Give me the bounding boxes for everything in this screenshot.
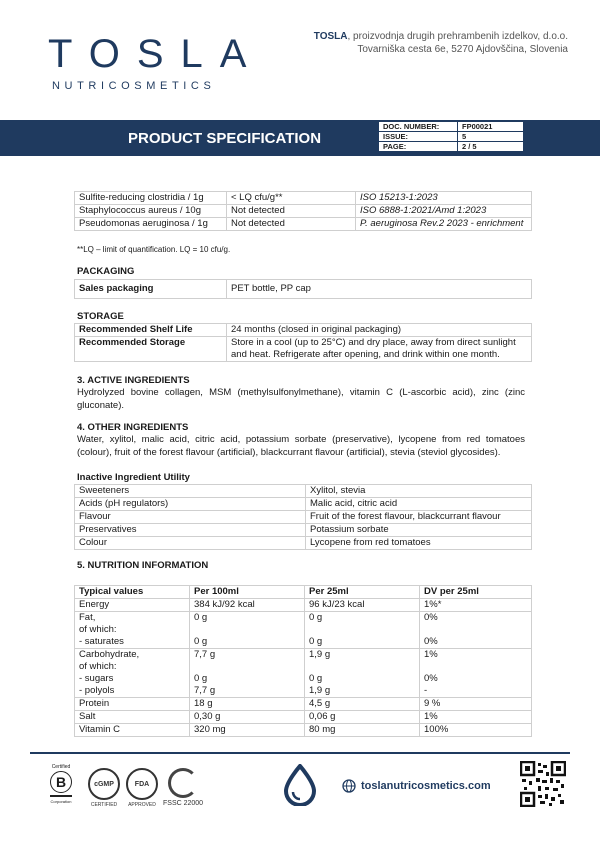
doc-number-label: DOC. NUMBER:	[379, 122, 458, 132]
fssc-caption: FSSC 22000	[163, 800, 204, 807]
table-row: Acids (pH regulators) Malic acid, citric acid	[75, 498, 532, 511]
fda-badge: FDA	[126, 768, 158, 800]
doc-number-value: FP00021	[458, 122, 524, 132]
table-row: Pseudomonas aeruginosa / 1g Not detected P. aeruginosa Rev.2 2023 - enrichment	[75, 218, 532, 231]
qr-code-icon	[520, 761, 566, 807]
cgmp-caption: CERTIFIED	[90, 802, 118, 808]
inactive-utility-heading: Inactive Ingredient Utility	[77, 472, 190, 483]
logo-subtitle: NUTRICOSMETICS	[52, 80, 216, 92]
company-description: , proizvodnja drugih prehrambenih izdelkov, d.o.o.	[347, 31, 568, 42]
droplet-icon	[283, 764, 317, 806]
table-row: Recommended Storage Store in a cool (up to 25°C) and dry place, away from direct sunlight and heat. Refrigerate after opening, and drink within one month.	[75, 337, 532, 362]
table-row: Preservatives Potassium sorbate	[75, 524, 532, 537]
document-title: PRODUCT SPECIFICATION	[128, 130, 322, 147]
company-address: Tovarniška cesta 6e, 5270 Ajdovščina, Slovenia	[357, 44, 568, 55]
table-row: Colour Lycopene from red tomatoes	[75, 537, 532, 550]
nutrition-heading: 5. NUTRITION INFORMATION	[77, 560, 209, 571]
issue-label: ISSUE:	[379, 132, 458, 142]
table-row: Protein 18 g 4,5 g 9 %	[75, 698, 532, 711]
microbiology-table	[74, 191, 532, 231]
page-value: 2 / 5	[458, 142, 524, 152]
company-name: TOSLA	[313, 31, 348, 42]
document-info-table	[378, 121, 567, 152]
table-row: Sulfite-reducing clostridia / 1g < LQ cfu/g** ISO 15213-1:2023	[75, 192, 532, 205]
b-corp-logo: Certified B Corporation	[50, 764, 72, 804]
other-ingredients-text: Water, xylitol, malic acid, citric acid, potassium sorbate (preservative), lycopene from red tomatoes (colour), fruit of the forest flavour (artificial), blackcurrant flavour (artificial), stevia (steviol glycosides).	[77, 434, 525, 458]
lq-footnote: **LQ – limit of quantification. LQ = 10 cfu/g.	[77, 245, 231, 254]
packaging-table	[74, 279, 532, 299]
inactive-utility-table	[74, 484, 532, 550]
storage-table	[74, 323, 532, 362]
website-link[interactable]: toslanutricosmetics.com	[361, 780, 491, 792]
table-row: Sweeteners Xylitol, stevia	[75, 485, 532, 498]
other-ingredients-heading: 4. OTHER INGREDIENTS	[77, 422, 189, 433]
table-row: Salt 0,30 g 0,06 g 1%	[75, 711, 532, 724]
cgmp-badge: cGMP	[88, 768, 120, 800]
company-logo: TOSLA	[48, 32, 264, 76]
table-header-row: Typical values Per 100ml Per 25ml DV per 25ml	[75, 586, 532, 599]
footer-divider	[30, 752, 570, 754]
fda-caption: APPROVED	[128, 802, 156, 808]
storage-heading: STORAGE	[77, 311, 124, 322]
globe-icon	[342, 779, 356, 793]
active-ingredients-text: Hydrolyzed bovine collagen, MSM (methylsulfonylmethane), vitamin C (L-ascorbic acid), zinc (zinc gluconate).	[77, 387, 525, 411]
table-row: Staphylococcus aureus / 10g Not detected ISO 6888-1:2021/Amd 1:2023	[75, 205, 532, 218]
company-address-block	[314, 30, 568, 56]
nutrition-table	[74, 585, 532, 737]
issue-value: 5	[458, 132, 524, 142]
active-ingredients-heading: 3. ACTIVE INGREDIENTS	[77, 375, 190, 386]
table-row: Flavour Fruit of the forest flavour, blackcurrant flavour	[75, 511, 532, 524]
packaging-heading: PACKAGING	[77, 266, 135, 277]
table-row: Energy 384 kJ/92 kcal 96 kJ/23 kcal 1%*	[75, 599, 532, 612]
table-row: Fat, of which: - saturates 0 g 0 g 0 g 0 g 0% 0%	[75, 612, 532, 649]
page-label: PAGE:	[379, 142, 458, 152]
table-row: Recommended Shelf Life 24 months (closed in original packaging)	[75, 324, 532, 337]
table-row: Vitamin C 320 mg 80 mg 100%	[75, 724, 532, 737]
table-row: Carbohydrate, of which: - sugars - polyols 7,7 g 0 g 7,7 g 1,9 g 0 g 1,9 g 1% 0% -	[75, 649, 532, 698]
fssc-logo	[168, 768, 198, 798]
table-row: Sales packaging PET bottle, PP cap	[75, 280, 532, 299]
